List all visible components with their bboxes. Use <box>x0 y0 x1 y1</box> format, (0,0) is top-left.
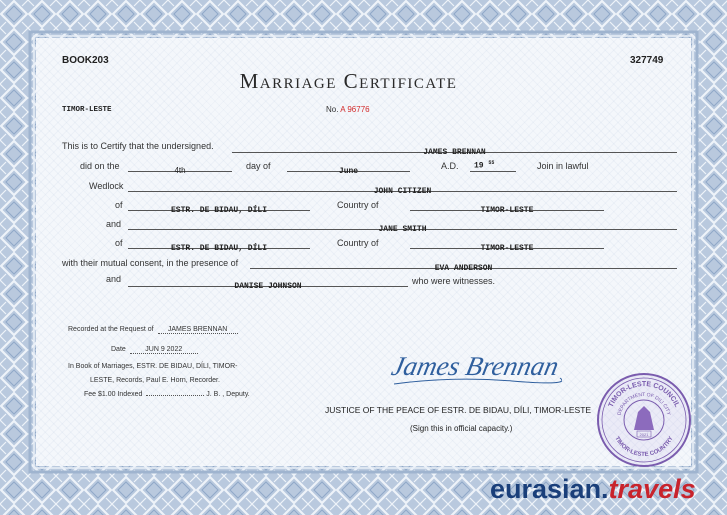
book-line-1: In Book of Marriages, ESTR. DE BIDAU, DÍLI, TIMOR- <box>68 363 238 370</box>
svg-text:TIMOR-LESTE COUNTRY: TIMOR-LESTE COUNTRY <box>613 435 675 459</box>
signature-underline <box>392 374 562 388</box>
day-of-label: day of <box>246 161 271 171</box>
fee-line: Fee $1.00 Indexed J. B. , Deputy. <box>84 391 250 398</box>
witness1-field: EVA ANDERSON <box>250 256 677 269</box>
did-on-the-label: did on the <box>80 161 120 171</box>
country-of-label-1: Country of <box>337 200 379 210</box>
date-line: Date JUN 9 2022 <box>111 346 198 354</box>
month-field: June <box>287 159 410 172</box>
address2-field: ESTR. DE BIDAU, DÍLI <box>128 236 310 249</box>
cert-number: No. A 96776 <box>326 105 370 114</box>
witness2-field: DANISE JOHNSON <box>128 274 408 287</box>
official-seal <box>596 372 692 468</box>
capacity-text: (Sign this in official capacity.) <box>410 424 513 433</box>
person2-field: JANE SMITH <box>128 217 677 230</box>
certificate-body <box>36 38 691 466</box>
of-label-1: of <box>115 200 123 210</box>
serial-number: 327749 <box>630 55 664 66</box>
country1-field: TIMOR-LESTE <box>410 198 604 211</box>
and-label-1: and <box>106 219 122 229</box>
wedlock-label: Wedlock <box>89 181 124 191</box>
svg-text:TIMOR-LESTE COUNCIL: TIMOR-LESTE COUNCIL <box>607 381 681 409</box>
consent-text: with their mutual consent, in the presence of <box>62 258 239 268</box>
groom-name-field: JAMES BRENNAN <box>232 140 677 153</box>
and-label-2: and <box>106 274 122 284</box>
person1-field: JOHN CITIZEN <box>128 179 677 192</box>
book-number: BOOK203 <box>62 55 109 66</box>
page-title: Marriage Certificate <box>239 69 458 93</box>
svg-text:DEPARTMENT OF DILI CITY: DEPARTMENT OF DILI CITY <box>616 391 672 417</box>
book-line-2: LESTE, Records, Paul E. Horn, Recorder. <box>90 377 220 384</box>
country-of-label-2: Country of <box>337 238 379 248</box>
join-text: Join in lawful <box>537 161 589 171</box>
recorded-line: Recorded at the Request of JAMES BRENNAN <box>68 326 238 334</box>
day-field: 4th <box>128 159 232 172</box>
witnesses-text: who were witnesses. <box>412 276 496 286</box>
country2-field: TIMOR-LESTE <box>410 236 604 249</box>
year-line <box>470 159 516 172</box>
year-field: 19 $^{55}$ <box>474 160 495 171</box>
ad-label: A.D. <box>441 161 459 171</box>
signature: James Brennan <box>388 351 562 381</box>
justice-text: JUSTICE OF THE PEACE OF ESTR. DE BIDAU, DÍLI, TIMOR-LESTE <box>325 405 592 415</box>
address1-field: ESTR. DE BIDAU, DÍLI <box>128 198 310 211</box>
certify-text: This is to Certify that the undersigned. <box>62 141 214 151</box>
watermark: eurasian.travels <box>490 474 696 504</box>
of-label-2: of <box>115 238 123 248</box>
country-header: TIMOR-LESTE <box>62 106 112 114</box>
svg-text:2021: 2021 <box>639 432 649 437</box>
